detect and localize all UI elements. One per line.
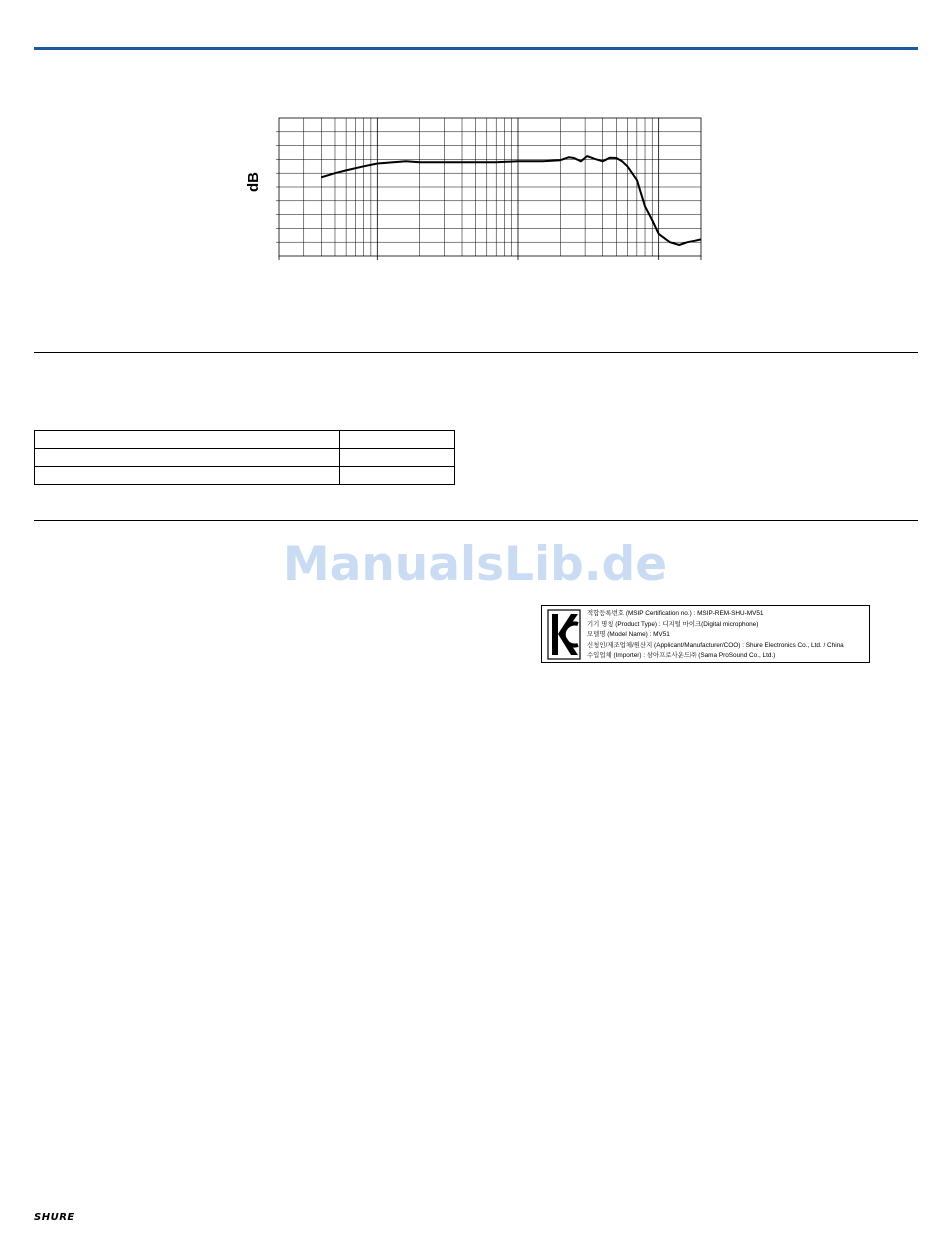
spec-table-cell bbox=[35, 431, 340, 449]
section-rule bbox=[34, 520, 918, 521]
chart-ylabel: dB bbox=[245, 172, 262, 192]
frequency-response-chart bbox=[240, 110, 710, 270]
kc-logo-icon bbox=[547, 609, 581, 660]
kc-text bbox=[587, 609, 844, 662]
spec-table-cell bbox=[340, 467, 455, 485]
kc-line: 신청인/제조업체/원산지 (Applicant/Manufacturer/COO) : Shure Electronics Co., Ltd. / China bbox=[587, 641, 844, 649]
header-rule bbox=[34, 47, 918, 50]
spec-table-row bbox=[35, 431, 455, 449]
spec-table-cell bbox=[340, 449, 455, 467]
kc-line: 수입업체 (Importer) : 삼아프로사운드㈜ (Sama ProSound Co., Ltd.) bbox=[587, 652, 776, 659]
spec-table-row bbox=[35, 467, 455, 485]
spec-table bbox=[34, 430, 455, 485]
kc-certification-mark bbox=[541, 605, 870, 663]
spec-table-cell bbox=[35, 467, 340, 485]
watermark: ManualsLib.de bbox=[282, 537, 668, 592]
brand-logo: SHURE bbox=[34, 1212, 75, 1223]
spec-table-row bbox=[35, 449, 455, 467]
kc-line: 적합등록번호 (MSIP Certification no.) : MSIP-REM-SHU-MV51 bbox=[587, 610, 764, 617]
kc-line: 모델명 (Model Name) : MV51 bbox=[587, 631, 670, 638]
spec-table-cell bbox=[35, 449, 340, 467]
section-rule bbox=[34, 352, 918, 353]
chart-grid bbox=[276, 118, 701, 260]
spec-table-cell bbox=[340, 431, 455, 449]
kc-line: 기기 명칭 (Product Type) : 디지털 마이크(Digital microphone) bbox=[587, 620, 759, 628]
